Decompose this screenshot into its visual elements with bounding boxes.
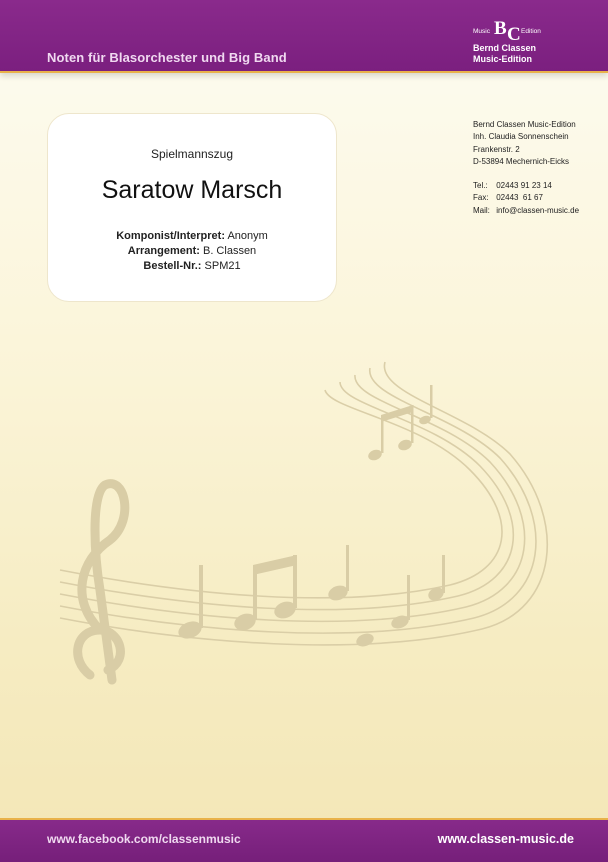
fax-row <box>473 192 579 204</box>
arrangement-label: Arrangement: <box>127 245 200 257</box>
website-link[interactable]: www.classen-music.de <box>437 832 574 846</box>
piece-title: Saratow Marsch <box>101 176 283 204</box>
mail-row <box>473 205 579 217</box>
footer-band <box>0 818 608 862</box>
phone-label: Tel.: <box>473 181 488 191</box>
arrangement-value: B. Classen <box>202 245 257 257</box>
logo-name-line1: Bernd Classen <box>473 43 537 53</box>
logo-music-text: Music <box>473 28 490 35</box>
order-number-row <box>48 259 336 274</box>
fax-label: Fax: <box>473 193 489 203</box>
category-label: Spielmannszug <box>150 147 234 161</box>
logo-letter-b: B <box>494 18 507 39</box>
arrangement-row <box>48 244 336 259</box>
composer-row <box>48 229 336 244</box>
music-staff-illustration <box>40 360 560 690</box>
header-band <box>0 0 608 73</box>
logo-letter-c: C <box>507 24 521 45</box>
facebook-link[interactable]: www.facebook.com/classenmusic <box>47 832 241 846</box>
street-address: Frankenstr. 2 <box>473 144 520 154</box>
city-address: D-53894 Mechernich-Eicks <box>473 156 570 166</box>
fax-number: 02443 61 67 <box>496 193 543 203</box>
contact-block <box>473 119 579 217</box>
composer-value: Anonym <box>227 230 268 242</box>
owner-name: Inh. Claudia Sonnenschein <box>473 132 569 142</box>
mail-label: Mail: <box>473 205 490 215</box>
publisher-logo <box>473 18 569 66</box>
logo-name-line2: Music-Edition <box>473 54 532 64</box>
title-card <box>47 113 337 302</box>
composer-label: Komponist/Interpret: <box>116 230 225 242</box>
phone-row <box>473 180 579 192</box>
treble-clef-icon <box>78 484 125 680</box>
mail-address: info@classen-music.de <box>496 205 580 215</box>
logo-edition-text: Edition <box>521 28 541 35</box>
order-number-value: SPM21 <box>204 260 241 272</box>
piece-details <box>48 229 336 274</box>
order-number-label: Bestell-Nr.: <box>143 260 202 272</box>
company-name: Bernd Classen Music-Edition <box>473 120 576 129</box>
phone-number: 02443 91 23 14 <box>496 181 552 191</box>
header-subtitle: Noten für Blasorchester und Big Band <box>47 50 287 65</box>
